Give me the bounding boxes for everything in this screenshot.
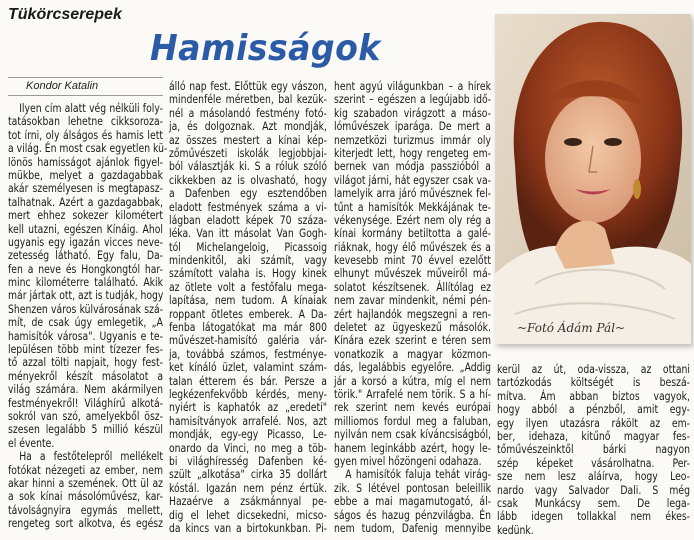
text-line [334, 388, 491, 401]
text-line [334, 401, 491, 414]
text-line-content: cikkekben az is olvasható, hogy [169, 172, 327, 187]
text-line [334, 509, 491, 522]
text-line-content: rengeteg sort alkotva, és egész [8, 516, 163, 531]
text-line-content: kóstál. Igazán nem pénz értük. [169, 480, 327, 495]
text-line [8, 156, 163, 169]
text-line [169, 522, 327, 535]
text-line [8, 141, 168, 156]
text-line [334, 348, 491, 361]
text-line-content: léka. Van itt másolat Van Gogh- [169, 226, 327, 241]
text-line-content: hogy abból a pénzből, amit egy- [497, 402, 690, 417]
text-line-content: kedünk. [497, 522, 534, 537]
text-line-content: fen a neve és Hongkongtól har- [8, 261, 163, 276]
text-line-content: mert ehhez sokezer kilométert [8, 208, 163, 223]
text-line [169, 388, 327, 401]
text-line [497, 376, 690, 389]
text-line [334, 174, 491, 187]
text-line [169, 455, 327, 468]
text-line [8, 397, 163, 410]
text-line-content: nem tudom, Dafenig mennyibe [334, 520, 491, 535]
text-line [334, 495, 491, 508]
text-line [169, 80, 327, 93]
text-line-content: távolságnyira egymás mellett, [8, 502, 163, 517]
text-line-content: Kínára ezek szerint e téren sem [334, 333, 491, 348]
text-line-content: szült „alkotása" cirka 35 dollárt [169, 467, 327, 482]
text-line-content: lepülésen több mint tízezer fes- [8, 342, 163, 357]
text-line-content: az összes mestert a kínai kép- [169, 132, 327, 147]
text-line [8, 410, 163, 423]
text-line-content: fotókat nézegeti az ember, nem [8, 462, 163, 477]
text-line-content: dás, legalábbis egyelőre. „Addig [334, 360, 491, 375]
paragraph [334, 80, 491, 468]
portrait-photo [495, 14, 691, 344]
text-line-content: kínai kormány betiltotta a galé- [334, 226, 491, 241]
text-line [8, 477, 163, 490]
paragraph [334, 468, 491, 535]
text-line-content: legkézenfekvőbb kérdés, meny- [169, 386, 327, 401]
text-line [169, 147, 327, 160]
text-line [8, 276, 163, 289]
article-title: Hamisságok [150, 28, 381, 69]
text-line [8, 303, 163, 316]
text-line-content: a Dafenben egy esztendőben [169, 186, 327, 201]
text-line-content: az ötlete volt a festőfalu mega- [169, 279, 327, 294]
text-line-content: gyen mivel hőzöngeni odahaza. [334, 453, 482, 468]
text-line-content: kevesebb mint 70 évvel ezelőtt [334, 253, 491, 268]
article-column-2 [169, 80, 327, 535]
text-line-content: világot járni, hát egyszer csak va- [334, 172, 491, 187]
text-line [8, 464, 163, 477]
text-line-content: már jártak ott, azt is tudják, hogy [8, 288, 164, 303]
text-line-content: elhunyt művészek műveiről má- [334, 266, 491, 281]
text-line [334, 227, 491, 240]
text-line [169, 107, 327, 120]
text-line [497, 484, 690, 497]
text-line-content: szép képeket vásárolhatna. Per- [497, 455, 690, 470]
text-line-content: kell utazni, egészen Kínáig. Ahol [8, 221, 163, 236]
text-line [497, 403, 690, 416]
text-line-content: csak Munkácsy sem. De lega- [497, 495, 690, 510]
text-line [8, 330, 163, 343]
text-line [334, 241, 491, 254]
text-line-content: vékenysége. Ezért nem oly rég a [334, 212, 491, 227]
text-line [497, 497, 690, 510]
text-line-content: vonatkozik a magyar közmon- [334, 346, 491, 361]
text-line [334, 455, 491, 468]
text-line [334, 522, 491, 535]
text-line [334, 254, 491, 267]
text-line [169, 482, 327, 495]
text-line-content: nem zavar mindenkit, némi pén- [334, 293, 491, 308]
text-line-content: milliomos fordul meg a faluban, [334, 413, 491, 428]
text-line-content: lapítása, nem tudom. A kínaiak [169, 293, 327, 308]
text-line-content: ebbe a mai magamutogató, ál- [334, 494, 491, 509]
text-line [169, 348, 327, 361]
text-line [334, 80, 491, 93]
text-line [169, 334, 327, 347]
section-label: Tükörcserepek [8, 6, 122, 23]
text-line-content: tő azzal tölti napjait, hogy fest- [8, 355, 163, 370]
text-line [169, 254, 327, 267]
text-line [169, 241, 327, 254]
text-line [169, 267, 327, 280]
text-line-content: ja, továbbá számos, festménye- [169, 346, 327, 361]
text-line [497, 363, 690, 376]
article-column-4 [497, 363, 690, 537]
text-line-content: rek szerint nem kevés európai [334, 400, 491, 415]
text-line-content: ket kínáló üzlet, valamint szám- [169, 360, 327, 375]
text-line-content: világ számára. Nem akármilyen [8, 382, 163, 397]
text-line-content: deletet az ügyeskezű másolók. [334, 320, 491, 335]
text-line-content: zetesség látható. Egy falu, Da- [8, 248, 163, 263]
text-line-content: ja, és dolgoznak. Azt mondják, [169, 119, 327, 134]
text-line [497, 470, 690, 483]
text-line-content: roppant ötletes emberek. A Da- [169, 306, 327, 321]
text-line-content: szerint – egészen a legújabb idő- [334, 92, 491, 107]
text-line-content: Ha a festőtelepről mellékelt [19, 449, 164, 464]
text-line-content: ból választják ki. S a róluk szóló [169, 159, 327, 174]
text-line [334, 93, 491, 106]
text-line-content: kig szabadon virágzott a máso- [334, 105, 491, 120]
text-line-content: el évente. [8, 435, 55, 450]
text-line [334, 375, 491, 388]
text-line-content: lább idegen tollakkal nem ékes- [497, 509, 690, 524]
text-line [169, 509, 327, 522]
text-line [334, 361, 491, 374]
text-line [8, 263, 163, 276]
text-line [334, 281, 491, 294]
text-line [169, 375, 327, 388]
text-line-content: tot írni, oly álságos és hamis lett [8, 127, 163, 142]
text-line-content: szesen legalább 5 millió készül [8, 422, 163, 437]
text-line-content: akar hinni a szemének. Ott ül az [8, 475, 163, 490]
text-line-content: festményekről! Világhírű alkotá- [8, 395, 163, 410]
text-line-content: Ilyen cím alatt vég nélküli foly- [19, 101, 164, 115]
text-line [8, 343, 163, 356]
paragraph [169, 80, 327, 535]
text-line [8, 504, 163, 517]
text-line [334, 120, 491, 133]
text-line [334, 415, 491, 428]
text-line-content: mükbe, melyet a gazdagabbak [8, 167, 163, 182]
article-column-3 [334, 80, 491, 535]
text-line [169, 160, 327, 173]
text-line [169, 321, 327, 334]
text-line-content: kiterjedt lett, hogy rengeteg em- [334, 145, 491, 160]
text-line [8, 289, 163, 302]
text-line-content: tűnt a hamisítók Mekkájának te- [334, 199, 491, 214]
text-line-content: zért hajlandók megszegni a ren- [334, 306, 491, 321]
text-line [334, 201, 491, 214]
text-line-content: eladott festmények száma a vi- [169, 199, 327, 214]
text-line-content: onardo da Vinci, no meg a töb- [169, 440, 327, 455]
text-line-content: minc kilométerre található. Akik [8, 275, 163, 290]
text-line [334, 214, 491, 227]
text-line [8, 196, 163, 209]
text-line-content: tól Michelangeloig, Picassoig [169, 239, 327, 254]
text-line [8, 115, 163, 128]
text-line-content: egy ilyen utazásra rákölt az em- [497, 415, 690, 430]
text-line-content: Shenzen város külvárosának szá- [8, 301, 163, 316]
photo-signature: ~Fotó Ádám Pál~ [517, 321, 626, 335]
text-line [8, 223, 163, 236]
text-line [8, 182, 163, 195]
text-line-content: hamisítványok arrafelé. Nos, azt [169, 413, 327, 428]
text-line [8, 383, 163, 396]
paragraph [497, 363, 690, 537]
text-line [169, 361, 327, 374]
text-line-content: számított valaha is. Hogy kinek [169, 266, 327, 281]
text-line-content: nél a másolandó festmény fotó- [169, 105, 327, 120]
text-line [169, 308, 327, 321]
text-line [169, 174, 327, 187]
text-line [8, 356, 163, 369]
text-line-content: Hazaérve a zsákmánnyal pe- [169, 494, 327, 509]
text-line [497, 390, 690, 403]
text-line [334, 294, 491, 307]
paragraph [8, 101, 168, 450]
text-line [8, 517, 163, 530]
text-line-content: akár személyesen is megtapasz- [8, 181, 163, 196]
text-line-content: talhatnak. Azért a gazdagabbak, [8, 194, 163, 209]
text-line-content: lágban eladott képek 70 száza- [169, 212, 327, 227]
author-name: Kondor Katalin [26, 80, 99, 92]
text-line [169, 134, 327, 147]
text-line-content: talan étterem és bár. Persze a [169, 373, 327, 388]
text-line [497, 457, 690, 470]
text-line-content: riáknak, hogy élő művészek és a [334, 239, 491, 254]
text-line-content: hent agyú világunkban – a hírek [334, 79, 491, 93]
text-line-content: A hamisítók faluja tehát virág- [345, 467, 491, 482]
text-line [8, 316, 163, 329]
text-line [497, 417, 690, 430]
text-line-content: nyilván nem csak kíváncsiságból, [334, 427, 491, 442]
text-line [169, 428, 327, 441]
text-line [8, 129, 163, 142]
text-line [497, 430, 690, 443]
text-line-content: mít, de csak úgy emlegetik, „A [8, 315, 163, 330]
text-line-content: zik. S létével pontosan beleillik [334, 480, 491, 495]
text-line-content: a világ. Én most csak egyetlen kü- [8, 141, 168, 156]
text-line [8, 490, 163, 503]
text-line-content: lönös hamisságot ajánlok figyel- [8, 154, 163, 169]
text-line [334, 468, 491, 481]
text-line [169, 281, 327, 294]
text-line [334, 267, 491, 280]
text-line [334, 482, 491, 495]
text-line-content: dig el lehet dicsekedni, micso- [169, 507, 327, 522]
text-line [169, 214, 327, 227]
text-line [334, 134, 491, 147]
text-line-content: ményekről készít másolatot a [8, 368, 163, 383]
text-line [8, 437, 163, 450]
text-line [169, 415, 327, 428]
text-line [169, 401, 327, 414]
text-line-content: kerül az út, oda-vissza, az ottani [497, 362, 690, 376]
text-line [8, 169, 163, 182]
text-line [169, 187, 327, 200]
text-line [169, 120, 327, 133]
text-line [169, 294, 327, 307]
text-line-content: ber, idehaza, kitűnő magyar fes- [497, 428, 690, 443]
text-line-content: da kincs van a birtokunkban. Pi- [169, 520, 327, 535]
text-line-content: mondják, egy-egy Picasso, Le- [169, 427, 327, 442]
text-line-content: hanem leginkább azért, hogy le- [334, 440, 491, 455]
text-line-content: sze nem lesz aláírva, hogy Leo- [497, 469, 690, 484]
text-line [169, 442, 327, 455]
text-line [334, 160, 491, 173]
text-line-content: zőművészeti iskolák legjobbjai- [169, 145, 327, 160]
text-line [8, 423, 163, 436]
text-line-content: ságos és hazug pénzvilágba. Én [334, 507, 491, 522]
text-line-content: művészet-hamisító galéria vár- [169, 333, 327, 348]
text-line [8, 370, 163, 383]
text-line [169, 93, 327, 106]
text-line-content: mindenféle méretben, bal kezük- [169, 92, 327, 107]
text-line [169, 495, 327, 508]
text-line [8, 102, 163, 115]
text-line [169, 227, 327, 240]
text-line-content: álló nap fest. Előttük egy vászon, [169, 79, 327, 93]
text-line-content: mítva. Ám abban biztos vagyok, [497, 388, 690, 403]
text-line-content: fenba látogatókat ma már 800 [169, 320, 327, 335]
text-line [334, 334, 491, 347]
text-line [334, 428, 491, 441]
text-line [334, 308, 491, 321]
text-line [497, 443, 690, 456]
text-line [334, 107, 491, 120]
text-line-content: hamisítók városa". Ugyanis e te- [8, 328, 163, 343]
text-line [334, 321, 491, 334]
text-line [8, 209, 163, 222]
text-line-content: mindenkitől, aki számít, vagy [169, 253, 327, 268]
text-line-content: solatot készítsenek. Állítólag ez [334, 279, 491, 294]
text-line [8, 236, 163, 249]
text-line [169, 201, 327, 214]
text-line-content: tatásokban lehetne cikksoroza- [8, 114, 163, 129]
text-line [8, 450, 163, 463]
text-line-content: törik." Arrafelé nem törik. S a hí- [334, 386, 491, 401]
text-line-content: bernek van módja passzióból a [334, 159, 491, 174]
paragraph [8, 450, 163, 530]
text-line-content: ugyanis egy igazán vicces neve- [8, 234, 163, 249]
text-line [8, 249, 163, 262]
text-line [497, 510, 690, 523]
byline [8, 77, 163, 96]
text-line-content: sokról van szó, amelyekből ösz- [8, 408, 163, 423]
text-line-content: nyiért is kaphatók az „eredeti" [169, 400, 327, 415]
text-line-content: nardo vagy Salvador Dali. S még [497, 482, 690, 497]
text-line [497, 524, 690, 537]
text-line-content: jár a korsó a kútra, míg el nem [334, 373, 491, 388]
text-line-content: lamelyik arra járó művésznek fel- [334, 186, 491, 201]
text-line-content: tőművészeinktől bárki nagyon [497, 442, 690, 457]
text-line [334, 147, 491, 160]
text-line-content: nemzetközi turizmus immár oly [334, 132, 491, 147]
text-line [334, 187, 491, 200]
text-line-content: tartózkodás költségét is beszá- [497, 375, 690, 390]
text-line-content: bi világhíresség Dafenben ké- [169, 453, 327, 468]
text-line [169, 468, 327, 481]
text-line-content: a sok kínai másolóművész, kar- [8, 489, 163, 504]
text-line-content: lóművészek iparága. De mert a [334, 119, 491, 134]
text-line [334, 442, 491, 455]
article-column-1 [8, 101, 168, 531]
